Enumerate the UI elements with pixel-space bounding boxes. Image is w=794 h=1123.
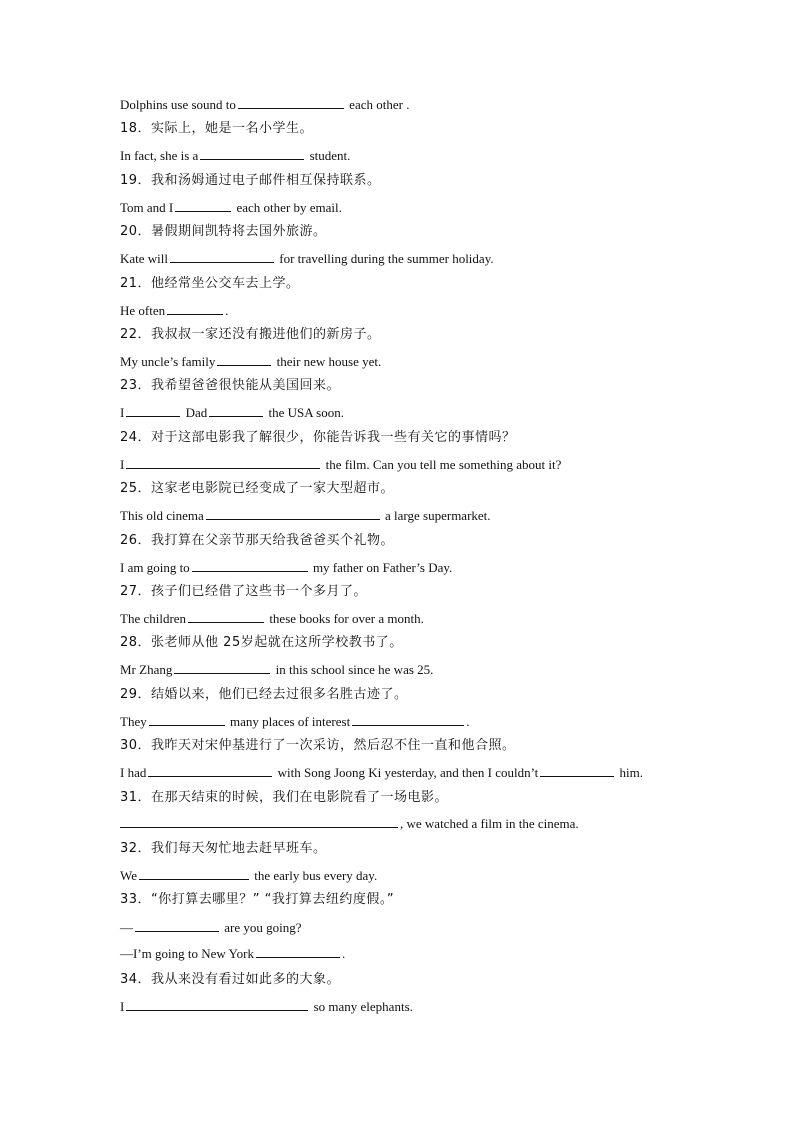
answer-blank[interactable] [174,660,270,674]
question-25: 25．这家老电影院已经变成了一家大型超市。 [120,481,395,496]
answer-line-32: We the early bus every day. [120,868,378,883]
answer-blank[interactable] [139,866,249,880]
answer-line-22: My uncle’s family their new house yet. [120,354,382,369]
answer-line-33b: —I’m going to New York . [120,946,346,961]
answer-line-29: They many places of interest . [120,714,470,729]
question-21: 21．他经常坐公交车去上学。 [120,276,300,291]
answer-line-21: He often . [120,303,229,318]
answer-line-18: In fact, she is a student. [120,148,351,163]
answer-line-24: I the film. Can you tell me something about it? [120,457,562,472]
question-22: 22．我叔叔一家还没有搬进他们的新房子。 [120,327,381,342]
answer-blank[interactable] [238,95,344,109]
answer-blank[interactable] [175,198,231,212]
answer-line-26: I am going to my father on Father’s Day. [120,560,453,575]
answer-blank[interactable] [192,558,308,572]
answer-blank[interactable] [217,352,271,366]
question-31: 31．在那天结束的时候，我们在电影院看了一场电影。 [120,790,449,805]
answer-line-28: Mr Zhang in this school since he was 25. [120,662,434,677]
answer-blank[interactable] [149,712,225,726]
answer-line-25: This old cinema a large supermarket. [120,508,491,523]
answer-line-27: The children these books for over a month. [120,611,424,626]
answer-blank[interactable] [126,403,180,417]
answer-blank[interactable] [200,146,304,160]
answer-blank[interactable] [206,506,380,520]
answer-blank[interactable] [148,763,272,777]
answer-blank[interactable] [167,301,223,315]
answer-line-17: Dolphins use sound to each other . [120,97,410,112]
answer-line-20: Kate will for travelling during the summer holiday. [120,251,494,266]
answer-blank[interactable] [126,997,308,1011]
question-19: 19．我和汤姆通过电子邮件相互保持联系。 [120,173,381,188]
answer-line-34: I so many elephants. [120,999,413,1014]
question-29: 29．结婚以来，他们已经去过很多名胜古迹了。 [120,687,408,702]
question-28: 28．张老师从他 25岁起就在这所学校教书了。 [120,635,403,650]
question-26: 26．我打算在父亲节那天给我爸爸买个礼物。 [120,533,395,548]
question-20: 20．暑假期间凯特将去国外旅游。 [120,224,327,239]
question-24: 24．对于这部电影我了解很少，你能告诉我一些有关它的事情吗？ [120,430,516,445]
answer-blank[interactable] [170,249,274,263]
question-34: 34．我从来没有看过如此多的大象。 [120,972,341,987]
question-32: 32．我们每天匆忙地去赶早班车。 [120,841,327,856]
question-18: 18．实际上，她是一名小学生。 [120,121,314,136]
answer-blank[interactable] [256,944,340,958]
answer-line-31: , we watched a film in the cinema. [120,814,579,833]
answer-blank[interactable] [120,814,398,828]
answer-line-19: Tom and I each other by email. [120,200,342,215]
answer-line-33a: — are you going? [120,920,302,935]
answer-blank[interactable] [540,763,614,777]
answer-line-30: I had with Song Joong Ki yesterday, and then I couldn’t him. [120,765,644,780]
question-30: 30．我昨天对宋仲基进行了一次采访，然后忍不住一直和他合照。 [120,738,516,753]
answer-blank[interactable] [188,609,264,623]
question-33: 33．“你打算去哪里？” “我打算去纽约度假。” [120,892,395,907]
answer-blank[interactable] [209,403,263,417]
answer-blank[interactable] [135,918,219,932]
answer-blank[interactable] [126,455,320,469]
answer-blank[interactable] [352,712,464,726]
answer-line-23: I Dad the USA soon. [120,405,344,420]
question-23: 23．我希望爸爸很快能从美国回来。 [120,378,341,393]
question-27: 27．孩子们已经借了这些书一个多月了。 [120,584,368,599]
